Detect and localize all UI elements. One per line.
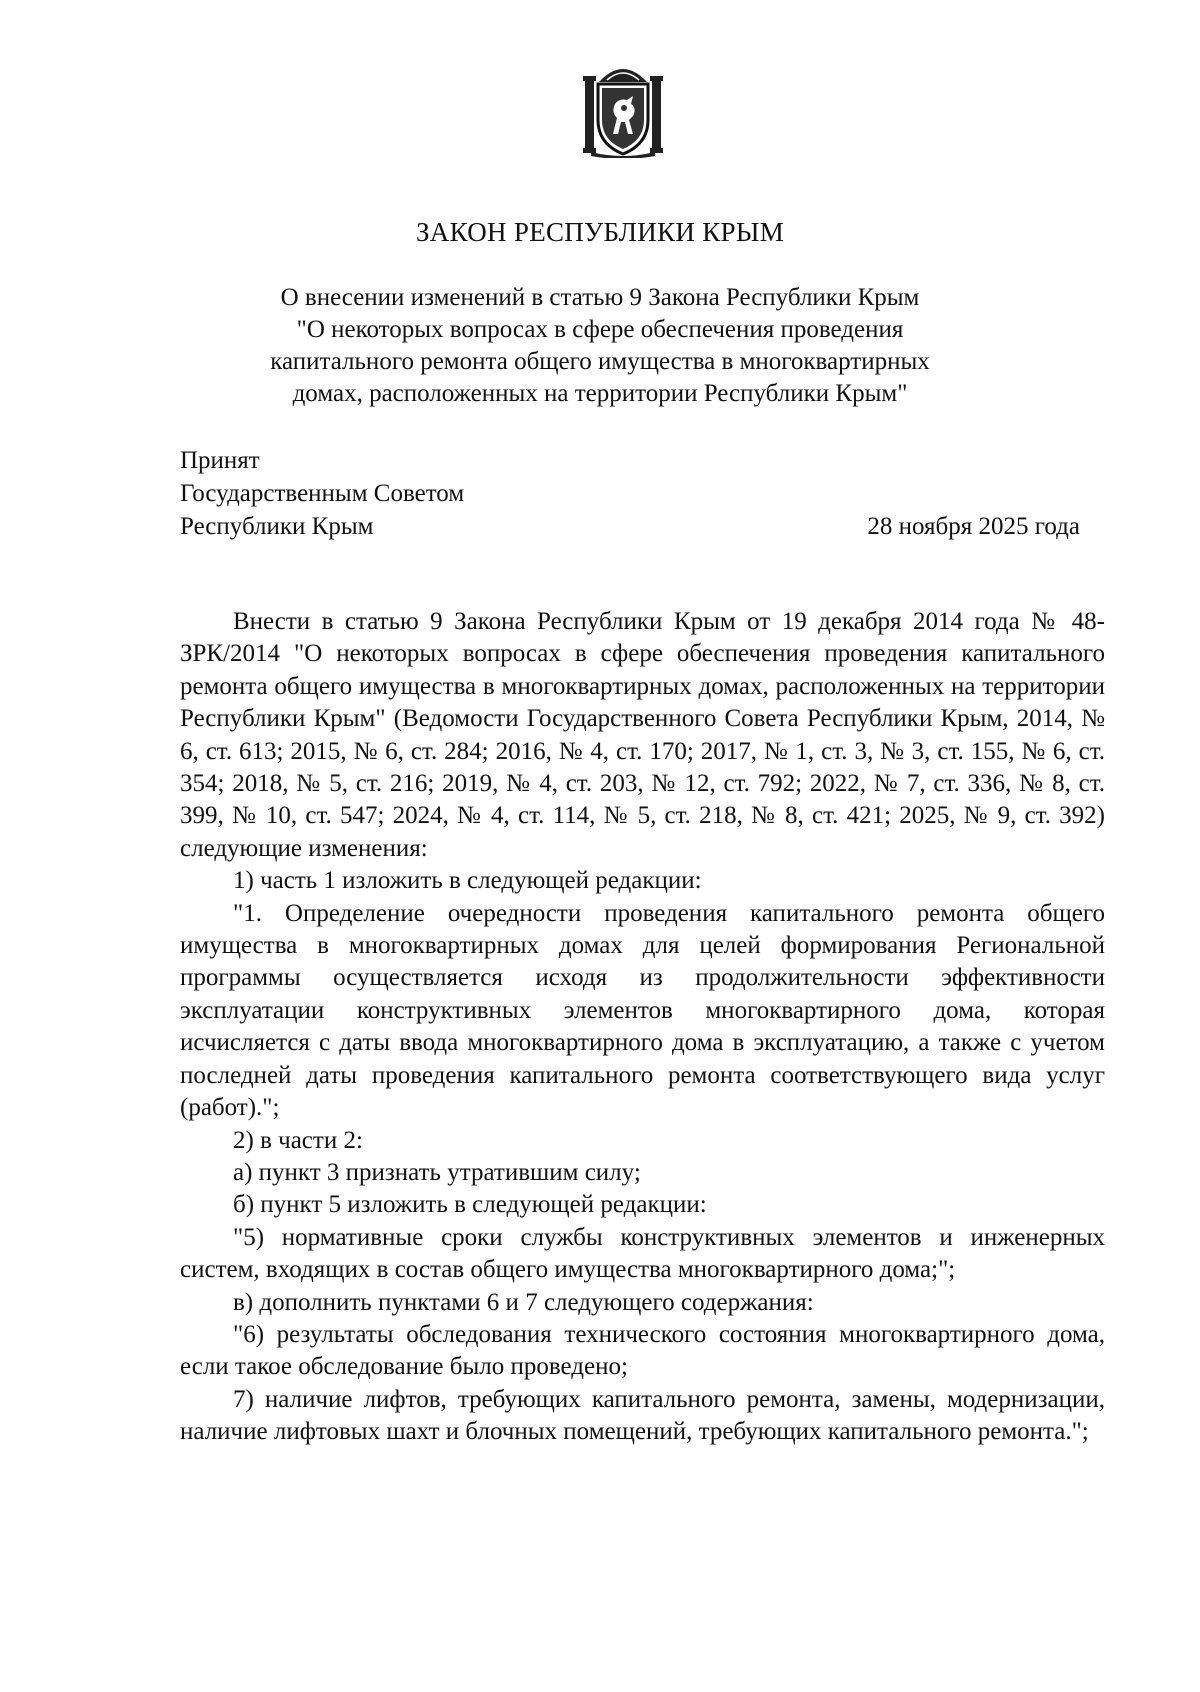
adoption-line: Государственным Советом — [180, 480, 465, 507]
law-subtitle — [0, 282, 1200, 410]
amendment-item-2b-text: "5) нормативные сроки службы конструктивных элементов и инженерных систем, входящих в состав общего имущества многоквартирного дома;"; — [180, 1223, 1105, 1284]
amendment-item-2: 2) в части 2: — [233, 1126, 363, 1154]
amendment-item-2c: в) дополнить пунктами 6 и 7 следующего содержания: — [233, 1288, 814, 1316]
subtitle-line: капитального ремонта общего имущества в многоквартирных — [270, 348, 930, 375]
amendment-item-2a: а) пункт 3 признать утратившим силу; — [233, 1158, 641, 1186]
amendment-item-2b: б) пункт 5 изложить в следующей редакции: — [233, 1191, 707, 1219]
law-body — [180, 606, 1105, 1449]
crimea-coat-of-arms-icon — [583, 62, 663, 158]
law-title: ЗАКОН РЕСПУБЛИКИ КРЫМ — [415, 217, 785, 247]
adoption-line: Республики Крым — [180, 513, 374, 540]
amendment-item-1-text: "1. Определение очередности проведения капитального ремонта общего имущества в многоквартирных домах для целей формирования Региональной программы осуществляется исходя из продолжительности эффективности эксплуатации конструктивных элементов многоквартирного дома, которая исчисляется с даты ввода многоквартирного дома в эксплуатацию, а также с учетом последней даты проведения капитального ремонта соответствующего вида услуг (работ)."; — [180, 899, 1105, 1122]
amendment-item-2c-point7: 7) наличие лифтов, требующих капитального ремонта, замены, модернизации, наличие лифтовых шахт и блочных помещений, требующих капитального ремонта."; — [180, 1385, 1105, 1446]
subtitle-line: О внесении изменений в статью 9 Закона Республики Крым — [280, 284, 920, 311]
adoption-line: Принят — [180, 447, 260, 474]
intro-paragraph: Внести в статью 9 Закона Республики Крым от 19 декабря 2014 года № 48-ЗРК/2014 "О некоторых вопросах в сфере обеспечения проведения капитального ремонта общего имущества в многоквартирных домах, расположенных на территории Республики Крым" (Ведомости Государственного Совета Республики Крым, 2014, № 6, ст. 613; 2015, № 6, ст. 284; 2016, № 4, ст. 170; 2017, № 1, ст. 3, № 3, ст. 155, № 6, ст. 354; 2018, № 5, ст. 216; 2019, № 4, ст. 203, № 12, ст. 792; 2022, № 7, ст. 336, № 8, ст. 399, № 10, ст. 547; 2024, № 4, ст. 114, № 5, ст. 218, № 8, ст. 421; 2025, № 9, ст. 392) следующие изменения: — [180, 608, 1105, 862]
amendment-item-2c-point6: "6) результаты обследования технического состояния многоквартирного дома, если такое обследование было проведено; — [180, 1320, 1105, 1381]
adoption-block — [180, 444, 464, 543]
subtitle-line: "О некоторых вопросах в сфере обеспечения проведения — [296, 316, 904, 343]
subtitle-line: домах, расположенных на территории Республики Крым" — [292, 380, 908, 407]
adoption-date: 28 ноября 2025 года — [867, 513, 1080, 540]
amendment-item-1: 1) часть 1 изложить в следующей редакции: — [233, 867, 702, 895]
